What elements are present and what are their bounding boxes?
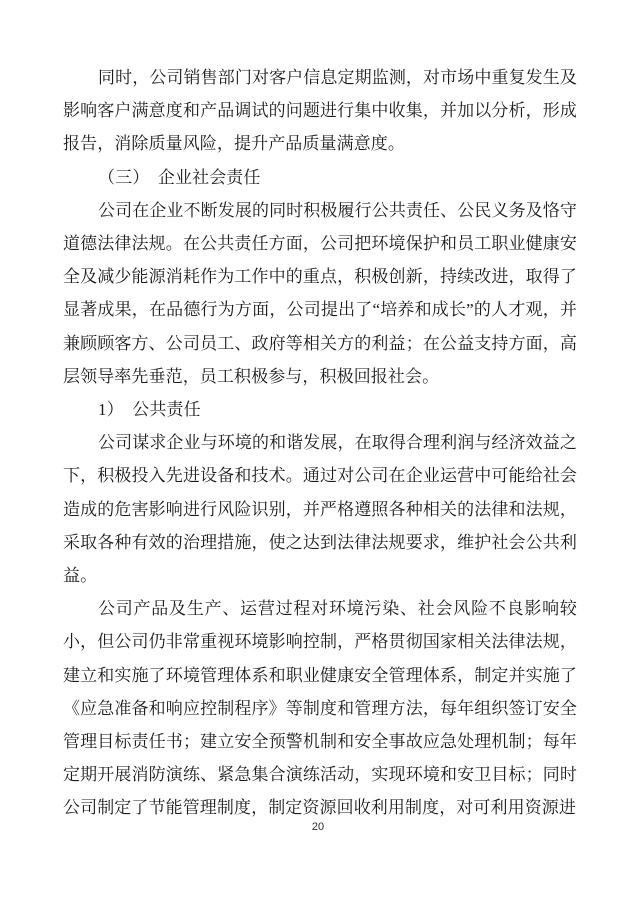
- paragraph-csr-overview: 公司在企业不断发展的同时积极履行公共责任、公民义务及恪守道德法律法规。在公共责任方面，公司把环境保护和员工职业健康安全及减少能源消耗作为工作中的重点，积极创新，持续改进，取得了显著成果，在品德行为方面，公司提出了“培养和成长”的人才观，并兼顾顾客方、公司员工、政府等相关方的利益；在公益支持方面，高层领导率先垂范，员工积极参与，积极回报社会。: [63, 200, 577, 386]
- paragraph-environment-and-safety-management: 公司产品及生产、运营过程对环境污染、社会风险不良影响较小，但公司仍非常重视环境影响控制，严格贯彻国家相关法律法规，建立和实施了环境管理体系和职业健康安全管理体系，制定并实施了《应急准备和响应控制程序》等制度和管理方法，每年组织签订安全管理目标责任书；建立安全预警机制和安全事故应急处理机制；每年定期开展消防演练、紧急集合演练活动，实现环境和安卫目标；同时公司制定了节能管理制度，制定资源回收利用制度，对可利用资源进: [63, 599, 577, 818]
- document-body: [63, 61, 577, 825]
- paragraph-public-responsibility: 公司谋求企业与环境的和谐发展，在取得合理利润与经济效益之下，积极投入先进设备和技术。通过对公司在企业运营中可能给社会造成的危害影响进行风险识别，并严格遵照各种相关的法律和法规，采取各种有效的治理措施，使之达到法律法规要求，维护社会公共利益。: [63, 433, 577, 586]
- paragraph-customer-feedback-monitoring: 同时，公司销售部门对客户信息定期监测，对市场中重复发生及影响客户满意度和产品调试的问题进行集中收集，并加以分析，形成报告，消除质量风险，提升产品质量满意度。: [63, 68, 577, 154]
- page-number: 20: [311, 821, 325, 833]
- section-heading-corporate-social-responsibility: （三） 企业社会责任: [98, 167, 261, 187]
- subsection-heading-public-responsibility: 1） 公共责任: [98, 400, 201, 420]
